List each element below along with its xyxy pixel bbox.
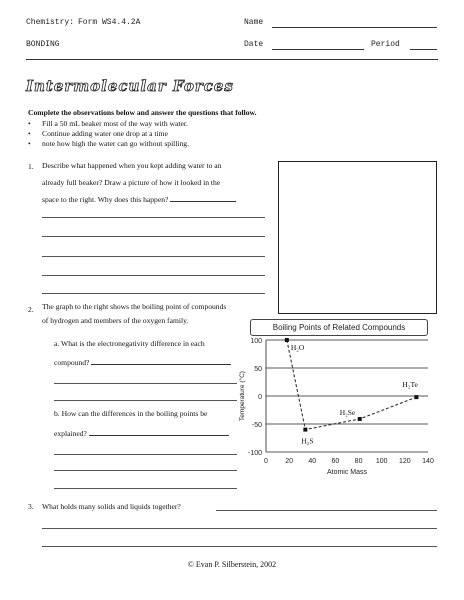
data-label: H₂Se <box>339 407 356 417</box>
y-tick-label: 50 <box>254 366 262 373</box>
bullet-item: • Fill a 50 mL beaker most of the way with water. <box>28 119 189 129</box>
q1-number: 1. <box>28 162 34 171</box>
drawing-box[interactable] <box>278 161 437 314</box>
copyright-footer: © Evan P. Silberstein, 2002 <box>187 560 277 569</box>
q2a-answer-line[interactable] <box>54 383 237 384</box>
instruction-bullets <box>28 119 189 149</box>
q1-answer-line[interactable] <box>42 236 265 237</box>
form-label: Form WS4.4.2A <box>78 18 141 27</box>
q2-text: The graph to the right shows the boiling point of compounds of hydrogen and members of the oxygen family. <box>42 302 227 325</box>
boiling-point-chart <box>236 334 436 486</box>
q1-text: Describe what happened when you kept adding water to an already full beaker? Draw a picture of how it looked in the space to the right. Why does this happen? <box>42 157 236 208</box>
q1-answer-line[interactable] <box>42 256 265 257</box>
q2b-answer-line[interactable] <box>54 488 237 489</box>
y-tick-label: 100 <box>250 338 262 345</box>
y-axis-label: Temperature (°C) <box>239 371 246 421</box>
date-blank[interactable] <box>272 49 364 50</box>
data-point <box>358 417 362 421</box>
y-tick-label: 0 <box>258 394 262 401</box>
q2a-answer-line[interactable] <box>54 400 237 401</box>
q2b-answer-line[interactable] <box>54 470 237 471</box>
course-label: Chemistry: <box>26 18 75 27</box>
q3-answer-line[interactable] <box>42 546 437 547</box>
unit-label: BONDING <box>26 40 60 49</box>
data-label: H₂O <box>290 343 305 352</box>
period-label: Period <box>371 40 400 49</box>
chart-title: Boiling Points of Related Compounds <box>250 319 428 336</box>
header-rule <box>26 59 438 60</box>
q3-answer-line[interactable] <box>42 528 437 529</box>
data-label: H₂S <box>301 436 314 446</box>
name-blank[interactable] <box>272 27 437 28</box>
name-label: Name <box>244 18 264 27</box>
x-axis-label: Atomic Mass <box>326 469 368 476</box>
q2-number: 2. <box>28 305 34 314</box>
period-blank[interactable] <box>410 49 437 50</box>
q3-number: 3. <box>28 502 34 511</box>
x-tick-label: 140 <box>422 458 434 465</box>
data-point <box>414 395 418 399</box>
y-tick-label: -50 <box>251 422 262 429</box>
data-point <box>303 428 307 432</box>
x-tick-label: 0 <box>264 458 268 465</box>
data-point <box>285 338 289 342</box>
q1-answer-line[interactable] <box>42 293 265 294</box>
x-tick-label: 100 <box>375 458 388 465</box>
q3-text: What holds many solids and liquids together? <box>42 502 181 511</box>
page-title: Intermolecular Forces <box>26 77 234 95</box>
x-tick-label: 20 <box>285 458 294 465</box>
bullet-item: • Continue adding water one drop at a time <box>28 129 189 139</box>
q1-answer-line[interactable] <box>42 275 265 276</box>
x-tick-label: 60 <box>331 458 340 465</box>
date-label: Date <box>244 40 264 49</box>
x-tick-label: 80 <box>354 458 363 465</box>
q3-answer-line[interactable] <box>216 510 437 511</box>
x-tick-label: 40 <box>308 458 317 465</box>
data-label: H₂Te <box>402 380 418 390</box>
q2b-answer-line[interactable] <box>54 454 237 455</box>
x-tick-label: 120 <box>399 458 411 465</box>
instructions-lead: Complete the observations below and answer the questions that follow. <box>28 108 257 117</box>
y-tick-label: -100 <box>247 450 262 457</box>
q1-answer-line[interactable] <box>42 217 265 218</box>
bullet-item: • note how high the water can go without spilling. <box>28 139 189 149</box>
q2b-text: b. How can the differences in the boiling points be explained? <box>54 404 229 444</box>
q2a-text: a. What is the electronegativity difference in each compound? <box>54 334 231 372</box>
